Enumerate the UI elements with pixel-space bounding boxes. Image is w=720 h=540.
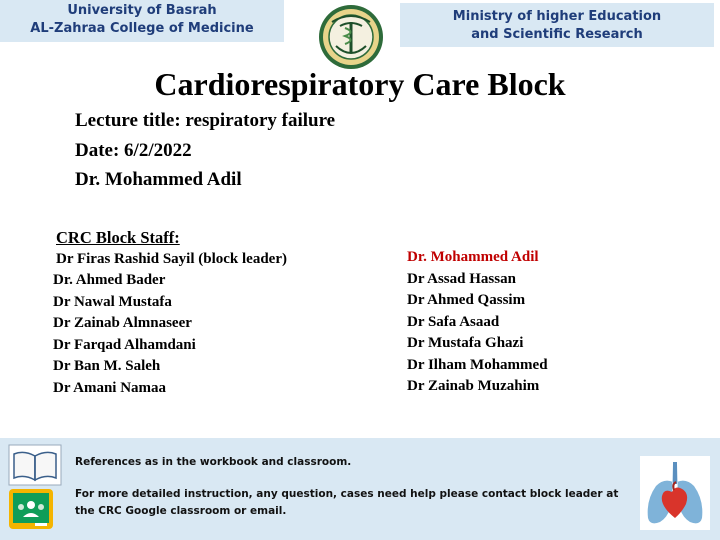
staff-member: Dr Zainab Almnaseer bbox=[53, 315, 192, 331]
staff-member: Dr Ahmed Qassim bbox=[407, 292, 526, 308]
staff-member: Dr Ban M. Saleh bbox=[53, 358, 161, 374]
header-university bbox=[0, 0, 284, 42]
contact-text: For more detailed instruction, any question, cases need help please contact block leader at the CRC Google classroom or email. bbox=[75, 488, 619, 517]
references-text: References as in the workbook and classroom. bbox=[75, 456, 352, 468]
lecture-title: Lecture title: respiratory failure bbox=[75, 110, 336, 131]
lungs-heart-icon bbox=[640, 456, 710, 530]
staff-member: Dr. Ahmed Bader bbox=[53, 272, 166, 288]
book-icon bbox=[8, 444, 62, 486]
college-name: AL-Zahraa College of Medicine bbox=[30, 21, 254, 36]
staff-member: Dr Assad Hassan bbox=[407, 270, 516, 287]
college-logo-icon bbox=[318, 2, 384, 72]
staff-list-right bbox=[407, 247, 548, 398]
block-leader: Dr Firas Rashid Sayil (block leader) bbox=[56, 251, 287, 267]
ministry-name-line1: Ministry of higher Education bbox=[452, 9, 662, 24]
lecture-doctor: Dr. Mohammed Adil bbox=[75, 169, 242, 190]
ministry-name-line2: and Scientific Research bbox=[471, 27, 643, 42]
page-title: Cardiorespiratory Care Block bbox=[154, 66, 566, 102]
header-ministry bbox=[400, 3, 714, 47]
staff-heading: CRC Block Staff: bbox=[56, 228, 180, 247]
staff-member: Dr Nawal Mustafa bbox=[53, 293, 172, 310]
staff-member: Dr Mustafa Ghazi bbox=[407, 335, 524, 351]
staff-member: Dr Zainab Muzahim bbox=[407, 378, 540, 394]
staff-member: Dr Ilham Mohammed bbox=[407, 356, 548, 373]
lecture-date: Date: 6/2/2022 bbox=[75, 140, 192, 161]
staff-member-highlighted: Dr. Mohammed Adil bbox=[407, 249, 539, 265]
staff-member: Dr Farqad Alhamdani bbox=[53, 336, 196, 353]
google-classroom-icon bbox=[8, 488, 54, 530]
staff-member: Dr Amani Namaa bbox=[53, 379, 167, 396]
university-name: University of Basrah bbox=[67, 3, 217, 18]
staff-member: Dr Safa Asaad bbox=[407, 313, 500, 330]
footer-panel bbox=[0, 438, 720, 540]
staff-list-left bbox=[53, 270, 196, 399]
